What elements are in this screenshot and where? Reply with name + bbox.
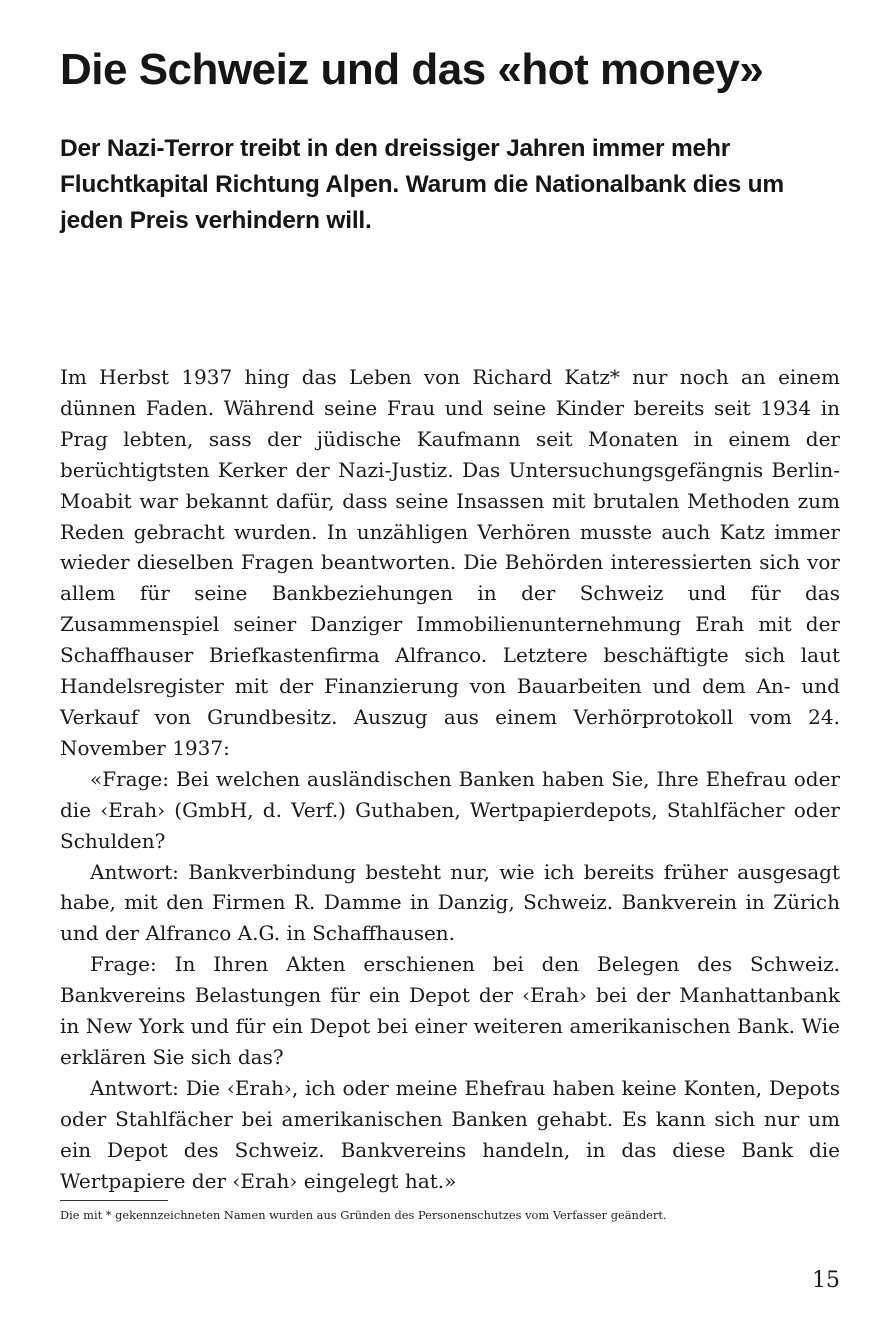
paragraph-question-1: «Frage: Bei welchen ausländischen Banken haben Sie, Ihre Ehefrau oder die ‹Erah› (GmbH, d. Verf.) Guthaben, Wertpapierdepots, Stahlfächer oder Schulden? [60,766,840,853]
paragraph-intro: Im Herbst 1937 hing das Leben von Richard Katz* nur noch an einem dünnen Faden. Während seine Frau und seine Kinder bereits seit 1934 in Prag lebten, sass der jüdische Kaufmann seit Monaten in einem der berüchtigtsten Kerker der Nazi-Justiz. Das Untersuchungsgefängnis Berlin-Moabit war bekannt dafür, dass seine Insassen mit brutalen Methoden zum Reden gebracht wurden. In unzähligen Verhören musste auch Katz immer wieder dieselben Fragen beantworten. Die Behörden interessierten sich vor allem für seine Bankbeziehungen in der Schweiz und für das Zusammenspiel seiner Danziger Immobilienunternehmung Erah mit der Schaffhauser Briefkastenfirma Alfranco. Letztere beschäftigte sich laut Handelsregister mit der Finanzierung von Bauarbeiten und dem An- und Verkauf von Grundbesitz. Auszug aus einem Verhörprotokoll vom 24. November 1937: [60,365,840,760]
footnote-divider [60,1200,168,1201]
paragraph-answer-2: Antwort: Die ‹Erah›, ich oder meine Ehefrau haben keine Konten, Depots oder Stahlfächer bei amerikanischen Banken gehabt. Es kann sich nur um ein Depot des Schweiz. Bankvereins handeln, in das diese Bank die Wertpapiere der ‹Erah› eingelegt hat.» [60,1075,840,1193]
paragraph-answer-1: Antwort: Bankverbindung besteht nur, wie ich bereits früher ausgesagt habe, mit den Firmen R. Damme in Danzig, Schweiz. Bankverein in Zürich und der Alfranco A.G. in Schaffhausen. [60,859,840,946]
chapter-title: Die Schweiz und das «hot money» [60,45,764,94]
paragraph-question-2: Frage: In Ihren Akten erschienen bei den Belegen des Schweiz. Bankvereins Belastungen für ein Depot der ‹Erah› bei der Manhattanbank in New York und für ein Depot bei einer weiteren amerikanischen Bank. Wie erklären Sie sich das? [60,952,840,1069]
page-number: 15 [812,1268,840,1293]
body-text [60,362,840,1196]
chapter-lead: Der Nazi-Terror treibt in den dreissiger Jahren immer mehr Fluchtkapital Richtung Alpen. Warum die Nationalbank dies um jeden Preis verhindern will. [60,135,784,234]
footnote: Die mit * gekennzeichneten Namen wurden aus Gründen des Personenschutzes vom Verfasser geändert. [60,1208,667,1222]
